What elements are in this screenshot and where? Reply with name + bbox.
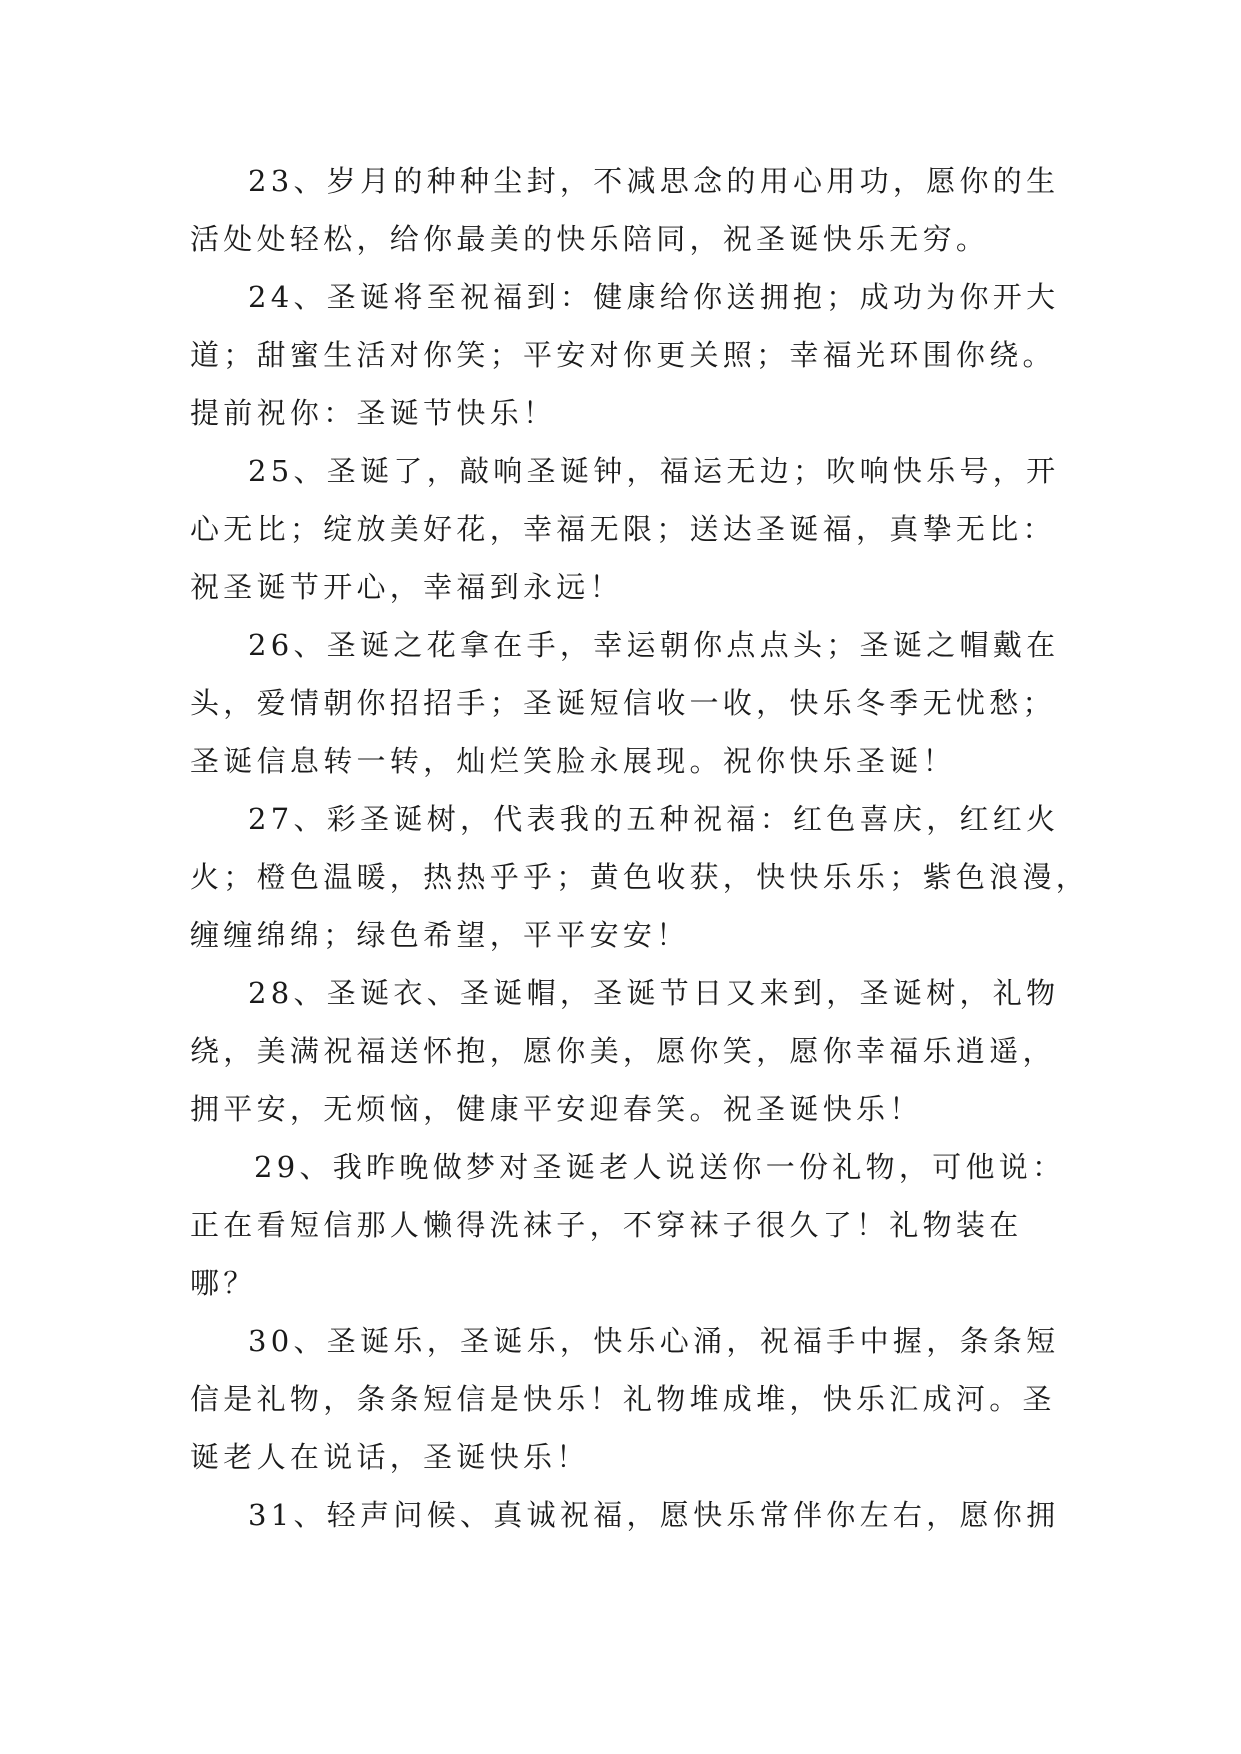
text-line: 心无比；绽放美好花，幸福无限；送达圣诞福，真挚无比： — [190, 512, 1056, 546]
text-line: 23、岁月的种种尘封，不减思念的用心用功，愿你的生 — [248, 164, 1060, 198]
paragraph-26 — [190, 616, 1070, 790]
paragraph-31 — [190, 1486, 1070, 1544]
text-line: 缠缠绵绵；绿色希望，平平安安！ — [190, 918, 690, 952]
text-line: 哪？ — [190, 1266, 257, 1300]
text-line: 诞老人在说话，圣诞快乐！ — [190, 1440, 590, 1474]
paragraph-24 — [190, 268, 1070, 442]
text-line: 提前祝你：圣诞节快乐！ — [190, 396, 557, 430]
paragraph-29 — [190, 1138, 1070, 1312]
text-line: 29、我昨晚做梦对圣诞老人说送你一份礼物，可他说： — [254, 1150, 1066, 1184]
text-line: 24、圣诞将至祝福到：健康给你送拥抱；成功为你开大 — [248, 280, 1060, 314]
paragraph-30 — [190, 1312, 1070, 1486]
document-body — [190, 152, 1090, 1544]
text-line: 拥平安，无烦恼，健康平安迎春笑。祝圣诞快乐！ — [190, 1092, 923, 1126]
paragraph-25 — [190, 442, 1070, 616]
text-line: 信是礼物，条条短信是快乐！礼物堆成堆，快乐汇成河。圣 — [190, 1382, 1056, 1416]
text-line: 28、圣诞衣、圣诞帽，圣诞节日又来到，圣诞树，礼物 — [248, 976, 1060, 1010]
text-line: 27、彩圣诞树，代表我的五种祝福：红色喜庆，红红火 — [248, 802, 1060, 836]
paragraph-28 — [190, 964, 1070, 1138]
text-line: 31、轻声问候、真诚祝福，愿快乐常伴你左右，愿你拥 — [248, 1498, 1060, 1532]
text-line: 火；橙色温暖，热热乎乎；黄色收获，快快乐乐；紫色浪漫， — [190, 860, 1090, 894]
text-line: 活处处轻松，给你最美的快乐陪同，祝圣诞快乐无穷。 — [190, 222, 990, 256]
text-line: 25、圣诞了，敲响圣诞钟，福运无边；吹响快乐号，开 — [248, 454, 1060, 488]
paragraph-23 — [190, 152, 1070, 268]
text-line: 圣诞信息转一转，灿烂笑脸永展现。祝你快乐圣诞！ — [190, 744, 956, 778]
text-line: 26、圣诞之花拿在手，幸运朝你点点头；圣诞之帽戴在 — [248, 628, 1060, 662]
text-line: 道；甜蜜生活对你笑；平安对你更关照；幸福光环围你绕。 — [190, 338, 1056, 372]
text-line: 30、圣诞乐，圣诞乐，快乐心涌，祝福手中握，条条短 — [248, 1324, 1060, 1358]
paragraph-27 — [190, 790, 1090, 964]
text-line: 绕，美满祝福送怀抱，愿你美，愿你笑，愿你幸福乐逍遥， — [190, 1034, 1056, 1068]
text-line: 正在看短信那人懒得洗袜子，不穿袜子很久了！礼物装在 — [190, 1208, 1023, 1242]
text-line: 祝圣诞节开心，幸福到永远！ — [190, 570, 623, 604]
text-line: 头，爱情朝你招招手；圣诞短信收一收，快乐冬季无忧愁； — [190, 686, 1056, 720]
